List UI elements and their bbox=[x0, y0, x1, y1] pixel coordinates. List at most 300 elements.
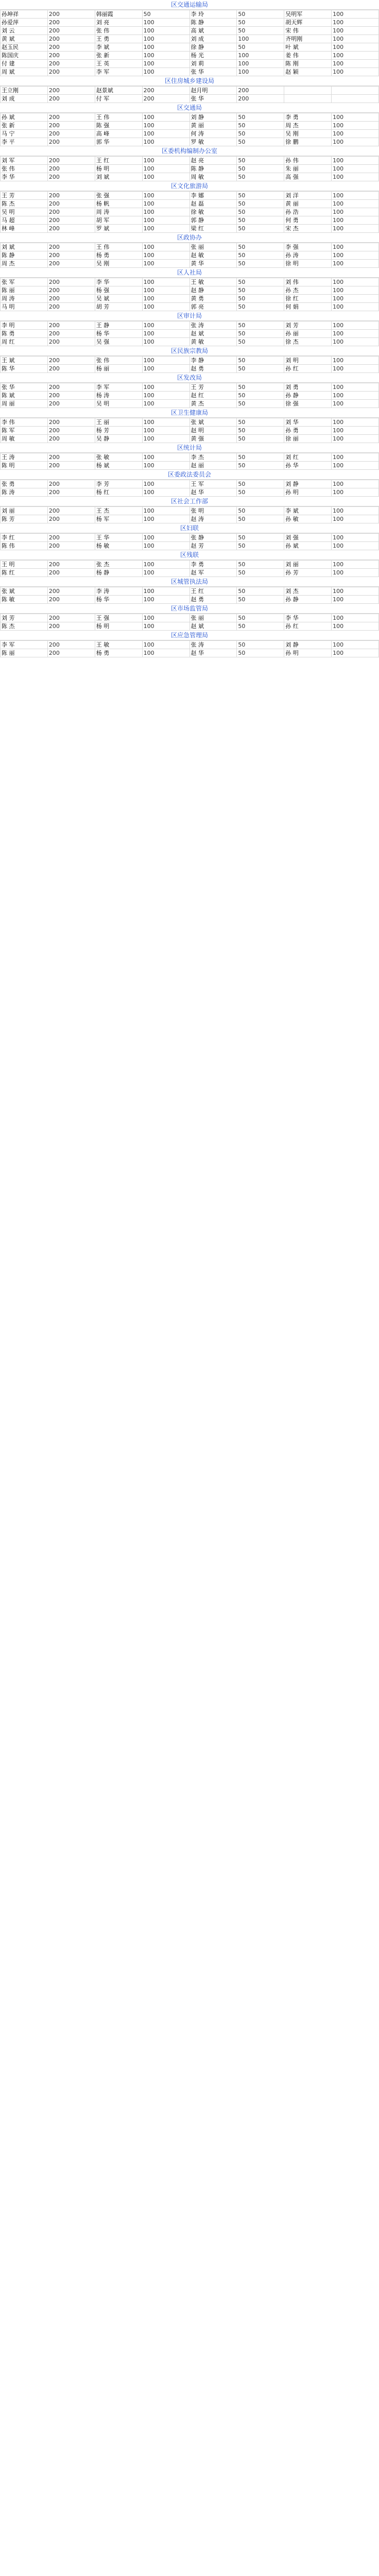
amount-cell[interactable]: 100 bbox=[142, 60, 190, 68]
name-cell[interactable]: 刘 丽 bbox=[284, 561, 332, 569]
amount-cell[interactable]: 200 bbox=[47, 295, 95, 303]
name-cell[interactable]: 周 涛 bbox=[95, 208, 142, 216]
name-cell[interactable]: 张 丽 bbox=[190, 243, 237, 251]
name-cell[interactable]: 陈 红 bbox=[1, 569, 48, 577]
amount-cell[interactable]: 200 bbox=[47, 43, 95, 52]
name-cell[interactable]: 孙 华 bbox=[284, 462, 332, 470]
amount-cell[interactable]: 100 bbox=[142, 225, 190, 233]
name-cell[interactable]: 赵 静 bbox=[190, 286, 237, 295]
name-cell[interactable]: 吴 明 bbox=[95, 400, 142, 408]
name-cell[interactable]: 赵 红 bbox=[190, 392, 237, 400]
amount-cell[interactable]: 200 bbox=[47, 278, 95, 286]
name-cell[interactable]: 周 斌 bbox=[1, 68, 48, 76]
name-cell[interactable]: 林 峰 bbox=[1, 225, 48, 233]
amount-cell[interactable]: 50 bbox=[237, 251, 284, 260]
amount-cell[interactable]: 50 bbox=[237, 392, 284, 400]
name-cell[interactable]: 吴 明 bbox=[1, 208, 48, 216]
amount-cell[interactable]: 200 bbox=[47, 383, 95, 392]
name-cell[interactable]: 张 杰 bbox=[95, 561, 142, 569]
amount-cell[interactable]: 50 bbox=[237, 357, 284, 365]
name-cell[interactable]: 王 斌 bbox=[1, 357, 48, 365]
amount-cell[interactable]: 100 bbox=[142, 357, 190, 365]
name-cell[interactable]: 孙 斌 bbox=[284, 542, 332, 550]
name-cell[interactable]: 张 华 bbox=[1, 383, 48, 392]
amount-cell[interactable]: 100 bbox=[332, 138, 379, 146]
amount-cell[interactable]: 100 bbox=[142, 383, 190, 392]
name-cell[interactable]: 赵景斌 bbox=[95, 87, 142, 95]
name-cell[interactable]: 杨 丽 bbox=[95, 365, 142, 373]
amount-cell[interactable]: 200 bbox=[47, 68, 95, 76]
name-cell[interactable]: 王 伟 bbox=[95, 243, 142, 251]
amount-cell[interactable]: 100 bbox=[332, 60, 379, 68]
name-cell[interactable]: 刘 斌 bbox=[95, 173, 142, 181]
amount-cell[interactable]: 100 bbox=[332, 208, 379, 216]
amount-cell[interactable]: 100 bbox=[142, 200, 190, 208]
amount-cell[interactable]: 200 bbox=[47, 462, 95, 470]
name-cell[interactable]: 杨 强 bbox=[95, 286, 142, 295]
name-cell[interactable]: 徐 丽 bbox=[284, 435, 332, 443]
amount-cell[interactable]: 100 bbox=[237, 60, 284, 68]
name-cell[interactable]: 刘 红 bbox=[284, 453, 332, 462]
amount-cell[interactable]: 100 bbox=[142, 392, 190, 400]
name-cell[interactable]: 李 军 bbox=[1, 641, 48, 649]
amount-cell[interactable]: 100 bbox=[142, 462, 190, 470]
name-cell[interactable]: 刘 勇 bbox=[284, 383, 332, 392]
name-cell[interactable]: 张 勇 bbox=[1, 480, 48, 488]
name-cell[interactable]: 赵 军 bbox=[190, 569, 237, 577]
amount-cell[interactable]: 200 bbox=[47, 357, 95, 365]
name-cell[interactable]: 杨 华 bbox=[95, 330, 142, 338]
amount-cell[interactable]: 50 bbox=[237, 418, 284, 427]
name-cell[interactable]: 王 丽 bbox=[95, 418, 142, 427]
name-cell[interactable]: 杨 光 bbox=[190, 52, 237, 60]
name-cell[interactable]: 孙坤祥 bbox=[1, 10, 48, 19]
amount-cell[interactable]: 100 bbox=[332, 614, 379, 622]
name-cell[interactable]: 刘 芳 bbox=[1, 614, 48, 622]
amount-cell[interactable]: 50 bbox=[237, 622, 284, 631]
amount-cell[interactable]: 50 bbox=[237, 462, 284, 470]
name-cell[interactable]: 刘 静 bbox=[284, 641, 332, 649]
amount-cell[interactable]: 50 bbox=[237, 130, 284, 138]
amount-cell[interactable]: 100 bbox=[142, 330, 190, 338]
amount-cell[interactable]: 50 bbox=[237, 122, 284, 130]
amount-cell[interactable]: 100 bbox=[332, 278, 379, 286]
amount-cell[interactable]: 50 bbox=[237, 649, 284, 657]
amount-cell[interactable]: 100 bbox=[142, 216, 190, 225]
name-cell[interactable]: 陈国庆 bbox=[1, 52, 48, 60]
name-cell[interactable]: 刘 洋 bbox=[284, 192, 332, 200]
amount-cell[interactable]: 200 bbox=[47, 87, 95, 95]
amount-cell[interactable]: 200 bbox=[47, 192, 95, 200]
name-cell[interactable]: 杨 帆 bbox=[95, 200, 142, 208]
amount-cell[interactable]: 200 bbox=[47, 35, 95, 43]
name-cell[interactable]: 孙 勇 bbox=[284, 427, 332, 435]
name-cell[interactable]: 张 强 bbox=[95, 192, 142, 200]
amount-cell[interactable]: 200 bbox=[237, 95, 284, 103]
amount-cell[interactable]: 50 bbox=[237, 427, 284, 435]
amount-cell[interactable]: 100 bbox=[142, 596, 190, 604]
name-cell[interactable]: 王 杰 bbox=[95, 507, 142, 515]
amount-cell[interactable]: 100 bbox=[237, 35, 284, 43]
amount-cell[interactable]: 100 bbox=[332, 569, 379, 577]
name-cell[interactable]: 刘 斌 bbox=[1, 243, 48, 251]
name-cell[interactable]: 刘 明 bbox=[284, 357, 332, 365]
amount-cell[interactable]: 100 bbox=[142, 622, 190, 631]
name-cell[interactable]: 赵 斌 bbox=[190, 330, 237, 338]
name-cell[interactable]: 李 强 bbox=[284, 243, 332, 251]
name-cell[interactable]: 吴明军 bbox=[284, 10, 332, 19]
amount-cell[interactable]: 100 bbox=[142, 278, 190, 286]
name-cell[interactable]: 付 建 bbox=[1, 60, 48, 68]
amount-cell[interactable]: 50 bbox=[237, 542, 284, 550]
name-cell[interactable]: 周 红 bbox=[1, 338, 48, 346]
name-cell[interactable]: 王 红 bbox=[190, 587, 237, 596]
name-cell[interactable]: 赵 勇 bbox=[190, 596, 237, 604]
amount-cell[interactable]: 200 bbox=[47, 435, 95, 443]
name-cell[interactable]: 高 斌 bbox=[190, 27, 237, 35]
amount-cell[interactable]: 50 bbox=[237, 43, 284, 52]
name-cell[interactable]: 刘 成 bbox=[190, 35, 237, 43]
amount-cell[interactable]: 100 bbox=[142, 52, 190, 60]
name-cell[interactable]: 杨 红 bbox=[95, 488, 142, 497]
amount-cell[interactable]: 200 bbox=[47, 286, 95, 295]
name-cell[interactable]: 何 娟 bbox=[284, 303, 332, 311]
name-cell[interactable]: 李 静 bbox=[190, 357, 237, 365]
name-cell[interactable]: 赵月明 bbox=[190, 87, 237, 95]
amount-cell[interactable]: 200 bbox=[47, 208, 95, 216]
amount-cell[interactable]: 50 bbox=[237, 596, 284, 604]
amount-cell[interactable]: 100 bbox=[332, 480, 379, 488]
amount-cell[interactable]: 50 bbox=[237, 173, 284, 181]
name-cell[interactable]: 陈 明 bbox=[1, 462, 48, 470]
name-cell[interactable]: 李 勇 bbox=[190, 561, 237, 569]
name-cell[interactable]: 吴 斌 bbox=[95, 295, 142, 303]
name-cell[interactable]: 宋 伟 bbox=[284, 27, 332, 35]
name-cell[interactable]: 刘 云 bbox=[1, 27, 48, 35]
name-cell[interactable]: 陈 斌 bbox=[1, 392, 48, 400]
amount-cell[interactable]: 100 bbox=[332, 165, 379, 173]
name-cell[interactable]: 罗 斌 bbox=[95, 225, 142, 233]
name-cell[interactable]: 胡 芳 bbox=[95, 303, 142, 311]
name-cell[interactable]: 孙 斌 bbox=[1, 113, 48, 122]
name-cell[interactable]: 马 宁 bbox=[1, 130, 48, 138]
name-cell[interactable]: 陈 伟 bbox=[1, 542, 48, 550]
amount-cell[interactable]: 200 bbox=[47, 19, 95, 27]
name-cell[interactable]: 赵 颖 bbox=[284, 68, 332, 76]
amount-cell[interactable]: 50 bbox=[237, 587, 284, 596]
name-cell[interactable]: 陈 涛 bbox=[1, 488, 48, 497]
name-cell[interactable]: 孙 浩 bbox=[284, 208, 332, 216]
amount-cell[interactable]: 100 bbox=[332, 435, 379, 443]
name-cell[interactable]: 王 芳 bbox=[1, 192, 48, 200]
amount-cell[interactable]: 50 bbox=[237, 165, 284, 173]
amount-cell[interactable]: 200 bbox=[47, 27, 95, 35]
amount-cell[interactable]: 200 bbox=[47, 515, 95, 523]
name-cell[interactable]: 高 强 bbox=[284, 173, 332, 181]
name-cell[interactable]: 吴 静 bbox=[95, 435, 142, 443]
name-cell[interactable]: 张 斌 bbox=[190, 418, 237, 427]
amount-cell[interactable]: 100 bbox=[332, 542, 379, 550]
amount-cell[interactable]: 100 bbox=[142, 173, 190, 181]
name-cell[interactable]: 孙 芳 bbox=[284, 569, 332, 577]
name-cell[interactable]: 王立刚 bbox=[1, 87, 48, 95]
name-cell[interactable]: 李 华 bbox=[95, 278, 142, 286]
amount-cell[interactable]: 200 bbox=[47, 561, 95, 569]
name-cell[interactable]: 孙爱萍 bbox=[1, 19, 48, 27]
amount-cell[interactable]: 100 bbox=[142, 138, 190, 146]
amount-cell[interactable]: 100 bbox=[142, 534, 190, 542]
amount-cell[interactable]: 50 bbox=[237, 383, 284, 392]
name-cell[interactable]: 张 伟 bbox=[95, 27, 142, 35]
name-cell[interactable]: 王 静 bbox=[95, 321, 142, 330]
amount-cell[interactable]: 100 bbox=[237, 68, 284, 76]
amount-cell[interactable]: 100 bbox=[142, 165, 190, 173]
name-cell[interactable]: 王 军 bbox=[190, 480, 237, 488]
name-cell[interactable]: 李 斌 bbox=[284, 507, 332, 515]
amount-cell[interactable]: 100 bbox=[332, 216, 379, 225]
amount-cell[interactable]: 50 bbox=[237, 192, 284, 200]
name-cell[interactable]: 王 芳 bbox=[190, 383, 237, 392]
amount-cell[interactable]: 100 bbox=[142, 427, 190, 435]
amount-cell[interactable]: 200 bbox=[47, 243, 95, 251]
amount-cell[interactable]: 200 bbox=[47, 303, 95, 311]
name-cell[interactable]: 黄 杰 bbox=[190, 400, 237, 408]
amount-cell[interactable]: 200 bbox=[47, 569, 95, 577]
amount-cell[interactable]: 100 bbox=[332, 507, 379, 515]
name-cell[interactable]: 赵 明 bbox=[190, 427, 237, 435]
name-cell[interactable]: 罗 敏 bbox=[190, 138, 237, 146]
name-cell[interactable]: 黄 斌 bbox=[1, 35, 48, 43]
amount-cell[interactable]: 200 bbox=[47, 113, 95, 122]
amount-cell[interactable]: 200 bbox=[47, 251, 95, 260]
name-cell[interactable]: 郭 华 bbox=[95, 138, 142, 146]
amount-cell[interactable]: 50 bbox=[237, 157, 284, 165]
name-cell[interactable]: 徐 强 bbox=[284, 400, 332, 408]
name-cell[interactable]: 杨 芳 bbox=[95, 427, 142, 435]
amount-cell[interactable]: 100 bbox=[332, 43, 379, 52]
name-cell[interactable]: 刘 静 bbox=[284, 480, 332, 488]
amount-cell[interactable]: 100 bbox=[237, 52, 284, 60]
amount-cell[interactable]: 100 bbox=[332, 303, 379, 311]
amount-cell[interactable]: 100 bbox=[142, 251, 190, 260]
amount-cell[interactable]: 100 bbox=[332, 383, 379, 392]
amount-cell[interactable]: 200 bbox=[47, 138, 95, 146]
name-cell[interactable]: 朱 丽 bbox=[284, 165, 332, 173]
amount-cell[interactable]: 50 bbox=[237, 10, 284, 19]
amount-cell[interactable]: 200 bbox=[47, 453, 95, 462]
name-cell[interactable]: 王 华 bbox=[95, 534, 142, 542]
amount-cell[interactable]: 100 bbox=[332, 10, 379, 19]
name-cell[interactable]: 孙 明 bbox=[284, 488, 332, 497]
amount-cell[interactable]: 50 bbox=[237, 286, 284, 295]
amount-cell[interactable]: 200 bbox=[47, 200, 95, 208]
name-cell[interactable]: 陈 静 bbox=[190, 165, 237, 173]
amount-cell[interactable]: 100 bbox=[142, 480, 190, 488]
amount-cell[interactable]: 200 bbox=[47, 507, 95, 515]
amount-cell[interactable]: 100 bbox=[142, 321, 190, 330]
amount-cell[interactable]: 200 bbox=[47, 225, 95, 233]
name-cell[interactable]: 马 超 bbox=[1, 216, 48, 225]
amount-cell[interactable]: 50 bbox=[237, 400, 284, 408]
name-cell[interactable]: 孙 伟 bbox=[284, 157, 332, 165]
amount-cell[interactable]: 100 bbox=[332, 418, 379, 427]
name-cell[interactable]: 张 斌 bbox=[1, 587, 48, 596]
amount-cell[interactable]: 50 bbox=[237, 303, 284, 311]
name-cell[interactable]: 周 涛 bbox=[1, 295, 48, 303]
name-cell[interactable]: 刘 芳 bbox=[284, 321, 332, 330]
name-cell[interactable]: 李 芳 bbox=[95, 480, 142, 488]
amount-cell[interactable]: 200 bbox=[47, 480, 95, 488]
amount-cell[interactable]: 200 bbox=[47, 52, 95, 60]
amount-cell[interactable]: 100 bbox=[332, 427, 379, 435]
amount-cell[interactable]: 200 bbox=[237, 87, 284, 95]
name-cell[interactable]: 张 涛 bbox=[190, 641, 237, 649]
name-cell[interactable]: 赵 敏 bbox=[190, 251, 237, 260]
amount-cell[interactable]: 200 bbox=[47, 392, 95, 400]
amount-cell[interactable]: 50 bbox=[237, 113, 284, 122]
name-cell[interactable]: 李 军 bbox=[95, 68, 142, 76]
name-cell[interactable]: 徐 红 bbox=[284, 295, 332, 303]
amount-cell[interactable]: 50 bbox=[237, 27, 284, 35]
name-cell[interactable]: 徐 明 bbox=[284, 260, 332, 268]
name-cell[interactable]: 刘 莉 bbox=[190, 60, 237, 68]
name-cell[interactable]: 何 涛 bbox=[190, 130, 237, 138]
amount-cell[interactable]: 100 bbox=[332, 225, 379, 233]
name-cell[interactable]: 李 涛 bbox=[95, 587, 142, 596]
name-cell[interactable]: 杨 明 bbox=[95, 622, 142, 631]
amount-cell[interactable]: 100 bbox=[332, 113, 379, 122]
amount-cell[interactable]: 100 bbox=[142, 338, 190, 346]
name-cell[interactable]: 王 明 bbox=[1, 561, 48, 569]
name-cell[interactable]: 刘 杰 bbox=[284, 587, 332, 596]
amount-cell[interactable]: 100 bbox=[332, 35, 379, 43]
amount-cell[interactable]: 50 bbox=[237, 561, 284, 569]
amount-cell[interactable]: 100 bbox=[332, 392, 379, 400]
name-cell[interactable]: 李 平 bbox=[1, 138, 48, 146]
amount-cell[interactable]: 200 bbox=[47, 330, 95, 338]
amount-cell[interactable] bbox=[332, 87, 379, 95]
name-cell[interactable]: 杨 敏 bbox=[95, 542, 142, 550]
amount-cell[interactable]: 50 bbox=[237, 19, 284, 27]
amount-cell[interactable]: 100 bbox=[332, 192, 379, 200]
amount-cell[interactable]: 50 bbox=[237, 435, 284, 443]
name-cell[interactable]: 张 敏 bbox=[95, 453, 142, 462]
name-cell[interactable]: 孙 敏 bbox=[284, 515, 332, 523]
name-cell[interactable]: 张 涛 bbox=[190, 321, 237, 330]
name-cell[interactable]: 王 英 bbox=[95, 60, 142, 68]
amount-cell[interactable]: 100 bbox=[332, 330, 379, 338]
amount-cell[interactable] bbox=[332, 95, 379, 103]
amount-cell[interactable]: 100 bbox=[332, 122, 379, 130]
amount-cell[interactable]: 100 bbox=[332, 68, 379, 76]
amount-cell[interactable]: 50 bbox=[237, 365, 284, 373]
name-cell[interactable]: 陈 军 bbox=[1, 427, 48, 435]
name-cell[interactable]: 赵 涛 bbox=[190, 515, 237, 523]
amount-cell[interactable]: 200 bbox=[47, 427, 95, 435]
name-cell[interactable] bbox=[284, 95, 332, 103]
amount-cell[interactable]: 200 bbox=[47, 587, 95, 596]
amount-cell[interactable]: 100 bbox=[142, 561, 190, 569]
name-cell[interactable]: 王 敏 bbox=[190, 278, 237, 286]
amount-cell[interactable]: 50 bbox=[237, 480, 284, 488]
name-cell[interactable]: 李 明 bbox=[1, 321, 48, 330]
name-cell[interactable]: 吴 强 bbox=[95, 338, 142, 346]
amount-cell[interactable]: 100 bbox=[332, 19, 379, 27]
amount-cell[interactable]: 100 bbox=[332, 295, 379, 303]
name-cell[interactable]: 吴 刚 bbox=[284, 130, 332, 138]
name-cell[interactable]: 刘 伟 bbox=[284, 278, 332, 286]
amount-cell[interactable]: 50 bbox=[237, 200, 284, 208]
name-cell[interactable]: 杨 静 bbox=[95, 569, 142, 577]
amount-cell[interactable]: 200 bbox=[47, 321, 95, 330]
amount-cell[interactable]: 50 bbox=[237, 488, 284, 497]
name-cell[interactable]: 李 玲 bbox=[190, 10, 237, 19]
amount-cell[interactable]: 100 bbox=[142, 435, 190, 443]
amount-cell[interactable]: 100 bbox=[142, 453, 190, 462]
name-cell[interactable]: 赵 磊 bbox=[190, 200, 237, 208]
name-cell[interactable]: 王 红 bbox=[95, 157, 142, 165]
name-cell[interactable]: 黄 丽 bbox=[190, 122, 237, 130]
name-cell[interactable]: 付 军 bbox=[95, 95, 142, 103]
amount-cell[interactable]: 50 bbox=[237, 507, 284, 515]
amount-cell[interactable]: 50 bbox=[237, 338, 284, 346]
amount-cell[interactable]: 100 bbox=[142, 649, 190, 657]
amount-cell[interactable]: 100 bbox=[142, 295, 190, 303]
name-cell[interactable]: 陈 华 bbox=[1, 365, 48, 373]
amount-cell[interactable]: 50 bbox=[142, 10, 190, 19]
amount-cell[interactable]: 50 bbox=[237, 569, 284, 577]
amount-cell[interactable]: 200 bbox=[47, 60, 95, 68]
amount-cell[interactable]: 100 bbox=[142, 542, 190, 550]
amount-cell[interactable]: 200 bbox=[47, 95, 95, 103]
amount-cell[interactable]: 100 bbox=[332, 200, 379, 208]
amount-cell[interactable]: 100 bbox=[142, 43, 190, 52]
name-cell[interactable]: 齐明刚 bbox=[284, 35, 332, 43]
name-cell[interactable]: 周 杰 bbox=[1, 260, 48, 268]
amount-cell[interactable]: 200 bbox=[47, 365, 95, 373]
amount-cell[interactable]: 100 bbox=[332, 260, 379, 268]
name-cell[interactable]: 李 娜 bbox=[190, 192, 237, 200]
name-cell[interactable]: 赵 丽 bbox=[190, 462, 237, 470]
amount-cell[interactable]: 100 bbox=[142, 19, 190, 27]
amount-cell[interactable]: 100 bbox=[332, 321, 379, 330]
amount-cell[interactable]: 100 bbox=[332, 622, 379, 631]
amount-cell[interactable]: 100 bbox=[332, 641, 379, 649]
amount-cell[interactable]: 100 bbox=[142, 68, 190, 76]
name-cell[interactable]: 赵 华 bbox=[190, 649, 237, 657]
amount-cell[interactable]: 100 bbox=[332, 453, 379, 462]
amount-cell[interactable]: 100 bbox=[142, 488, 190, 497]
name-cell[interactable]: 陈 杰 bbox=[1, 622, 48, 631]
name-cell[interactable] bbox=[284, 87, 332, 95]
name-cell[interactable]: 黄 敏 bbox=[190, 338, 237, 346]
name-cell[interactable]: 刘 静 bbox=[190, 113, 237, 122]
amount-cell[interactable]: 50 bbox=[237, 278, 284, 286]
name-cell[interactable]: 黄 强 bbox=[190, 435, 237, 443]
amount-cell[interactable]: 100 bbox=[332, 534, 379, 542]
amount-cell[interactable]: 100 bbox=[142, 365, 190, 373]
amount-cell[interactable]: 50 bbox=[237, 534, 284, 542]
name-cell[interactable]: 孙 明 bbox=[284, 649, 332, 657]
amount-cell[interactable]: 100 bbox=[142, 400, 190, 408]
amount-cell[interactable]: 100 bbox=[332, 365, 379, 373]
amount-cell[interactable]: 100 bbox=[332, 649, 379, 657]
amount-cell[interactable]: 200 bbox=[47, 641, 95, 649]
amount-cell[interactable]: 50 bbox=[237, 138, 284, 146]
amount-cell[interactable]: 100 bbox=[332, 587, 379, 596]
name-cell[interactable]: 陈 芳 bbox=[1, 515, 48, 523]
amount-cell[interactable]: 100 bbox=[142, 27, 190, 35]
